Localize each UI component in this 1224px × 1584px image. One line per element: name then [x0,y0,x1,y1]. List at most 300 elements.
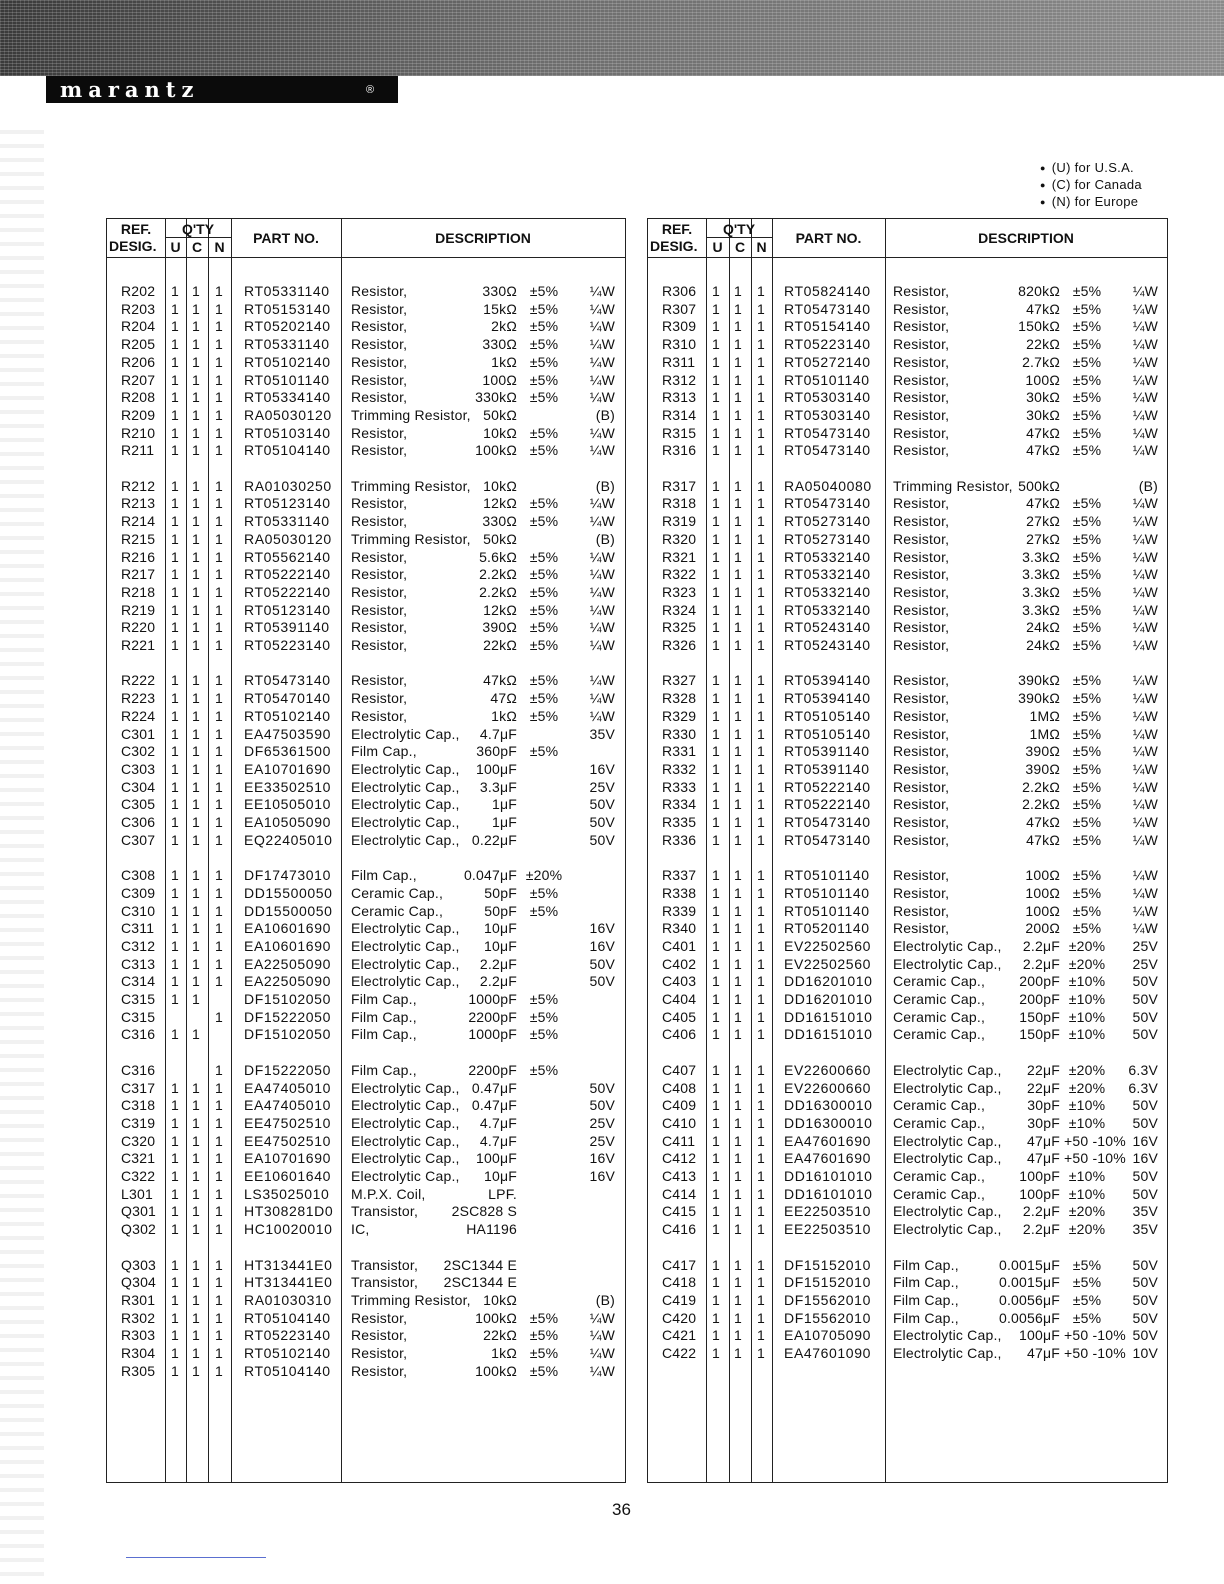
value: 47μF [1027,1345,1060,1361]
part-number: RT05332140 [784,548,871,565]
table-row [107,1097,625,1115]
qty-c: 1 [734,548,742,565]
description: Ceramic Cap., [893,1185,986,1202]
part-number: RT05334140 [244,389,331,406]
table-row [107,1292,625,1310]
value: 4.7μF [479,1132,517,1149]
qty-u: 1 [712,566,720,583]
qty-c: 1 [734,424,742,441]
part-number: DF15222050 [244,1008,331,1025]
rating: ¼W [1132,831,1158,848]
table-row [648,1221,1167,1239]
part-number: RT05101140 [244,371,330,388]
part-number: RA01030310 [244,1291,332,1308]
ref-desig: R208 [121,389,156,406]
description: Electrolytic Cap., [351,814,460,830]
value: 150pF [1019,1008,1060,1025]
part-number: RT05394140 [784,672,871,689]
table-row [107,1221,625,1239]
part-number: RT05154140 [784,318,871,335]
rating: 25V [589,1114,615,1131]
value: 10μF [484,920,517,937]
rating: 16V [1132,1150,1158,1167]
ref-desig: R331 [662,743,697,760]
qty-n: 1 [215,637,223,653]
description: Resistor, [893,548,950,565]
description: Resistor, [893,336,950,353]
qty-u: 1 [712,1114,720,1131]
ref-desig: R222 [121,672,156,689]
part-number: EE10505010 [244,796,331,813]
table-row [648,1168,1167,1186]
tolerance: ±5% [1072,300,1102,317]
value: 10kΩ [483,1291,517,1308]
description: Transistor, [351,1203,419,1220]
qty-c: 1 [192,353,200,370]
part-number: DD16201010 [784,991,873,1007]
part-number: RT05473140 [784,424,871,441]
description: Trimming Resistor, [893,477,1013,494]
rating: ¼W [1132,548,1158,565]
part-number: RT05222140 [784,778,871,795]
legend-text: (C) for Canada [1051,177,1142,192]
qty-u: 1 [171,831,179,848]
rating: ¼W [589,1362,615,1379]
table-row [648,1150,1167,1168]
ref-desig: C317 [121,1079,156,1096]
rating: ¼W [1132,796,1158,813]
value: 2.2μF [1022,955,1060,972]
qty-n: 1 [757,619,765,636]
qty-u: 1 [171,424,179,441]
qty-divider [706,237,772,238]
qty-n: 1 [757,796,765,813]
ref-desig: R339 [662,902,697,919]
part-number: EA47601090 [784,1345,871,1361]
description: Ceramic Cap., [351,902,444,919]
table-row [107,478,625,496]
part-number: RT05202140 [244,318,331,335]
qty-u: 1 [712,991,720,1007]
qty-n: 1 [757,1274,765,1291]
qty-u: 1 [712,530,720,547]
value: 3.3kΩ [1022,566,1060,583]
qty-u: 1 [171,1203,179,1220]
qty-n: 1 [215,1097,223,1114]
rating: ¼W [1132,406,1158,423]
rating: ¼W [589,283,615,299]
legend-text: (U) for U.S.A. [1051,160,1134,175]
qty-c: 1 [192,1256,200,1273]
value: 12kΩ [483,495,517,512]
qty-n: 1 [215,283,223,299]
qty-n: 1 [215,1256,223,1273]
qty-c: 1 [734,1026,742,1043]
table-row [648,1203,1167,1221]
qty-n: 1 [757,955,765,972]
rating: ¼W [589,583,615,600]
qty-n: 1 [757,495,765,512]
part-number: EE47502510 [244,1114,331,1131]
qty-c: 1 [192,1221,200,1238]
tolerance: ±5% [529,1309,559,1326]
table-row [648,1115,1167,1133]
qty-n: 1 [757,442,765,459]
qty-n: 1 [757,583,765,600]
part-number: DD15500050 [244,884,333,901]
ref-desig: C308 [121,867,156,884]
rating: ¼W [1132,283,1158,299]
qty-u: 1 [712,601,720,618]
ref-desig: R305 [121,1362,156,1379]
value: 2.2μF [1022,1203,1060,1220]
qty-c: 1 [734,1291,742,1308]
qty-c: 1 [734,371,742,388]
qty-c: 1 [734,513,742,530]
value: 47kΩ [1026,495,1060,512]
description: Resistor, [351,1362,408,1379]
qty-c: 1 [734,495,742,512]
legend-item-canada [1040,177,1142,194]
table-row [648,832,1167,850]
ref-desig: R316 [662,442,697,459]
rating: 50V [1132,1026,1158,1043]
part-no-header: PART NO. [795,230,862,246]
qty-header: Q'TY [181,221,215,237]
value: 3.3kΩ [1022,601,1060,618]
table-row [107,1115,625,1133]
qty-u: 1 [171,530,179,547]
tolerance: ±5% [529,902,559,919]
qty-n: 1 [757,1203,765,1220]
qty-u: 1 [712,1097,720,1114]
tolerance: ±5% [529,318,559,335]
qty-c: 1 [192,920,200,937]
part-number: RT05473140 [784,831,871,848]
qty-c: 1 [734,725,742,742]
qty-u: 1 [712,477,720,494]
part-number: EV22600660 [784,1079,871,1096]
description: Electrolytic Cap., [893,1345,1002,1361]
description-header: DESCRIPTION [435,230,531,246]
qty-c: 1 [192,601,200,618]
qty-n: 1 [215,1221,223,1238]
footer-rule [126,1557,266,1558]
qty-u: 1 [712,548,720,565]
qty-u: 1 [712,743,720,760]
part-number: EA10505090 [244,814,331,830]
rating: 50V [589,1097,615,1114]
ref-desig: R324 [662,601,697,618]
description: Film Cap., [351,1008,417,1025]
qty-u: 1 [171,973,179,990]
ref-desig: C406 [662,1026,697,1043]
qty-c: 1 [734,743,742,760]
part-number: DD16201010 [784,973,873,990]
bullet-icon: ● [1040,180,1046,190]
description-header: DESCRIPTION [978,230,1074,246]
table-row [107,1080,625,1098]
qty-c: 1 [734,442,742,459]
description: M.P.X. Coil, [351,1185,426,1202]
brand-logo [46,76,398,103]
qty-n: 1 [215,814,223,830]
value: 2.2μF [479,955,517,972]
description: Electrolytic Cap., [351,796,460,813]
table-row [107,690,625,708]
value: 820kΩ [1018,283,1060,299]
ref-desig: C320 [121,1132,156,1149]
value: 10μF [484,937,517,954]
tolerance: ±5% [529,1362,559,1379]
tolerance: ±5% [529,566,559,583]
qty-u: 1 [171,601,179,618]
rating: 16V [1132,1132,1158,1149]
qty-u: 1 [171,1114,179,1131]
qty-u: 1 [171,867,179,884]
tolerance: ±5% [1072,796,1102,813]
qty-n: 1 [215,477,223,494]
description: Trimming Resistor, [351,530,471,547]
qty-c: 1 [192,371,200,388]
value: 1000pF [468,991,517,1007]
value: 100Ω [1025,902,1060,919]
qty-divider [165,237,231,238]
part-number: RT05105140 [784,725,871,742]
ref-desig: C322 [121,1168,156,1184]
tolerance: ±5% [1072,743,1102,760]
qty-c: 1 [734,902,742,919]
qty-n: 1 [757,513,765,530]
description: Film Cap., [351,991,417,1007]
ref-desig: C421 [662,1327,697,1344]
qty-u: 1 [712,1221,720,1238]
tolerance: ±10% [1068,1114,1106,1131]
qty-n: 1 [215,1114,223,1131]
qty-c: 1 [734,1150,742,1167]
table-row [107,1150,625,1168]
qty-c: 1 [192,442,200,459]
part-number: EA10601690 [244,920,331,937]
part-number: EE10601640 [244,1168,331,1184]
part-number: RA05030120 [244,406,332,423]
qty-u: 1 [171,548,179,565]
qty-c: 1 [192,530,200,547]
table-row [107,1257,625,1275]
ref-desig: R337 [662,867,697,884]
part-number: RT05332140 [784,566,871,583]
qty-c: 1 [734,1327,742,1344]
tolerance: ±5% [1072,548,1102,565]
part-number: EA47601690 [784,1150,871,1167]
ref-desig: R202 [121,283,156,299]
value: 390kΩ [1018,690,1060,707]
description: Electrolytic Cap., [893,937,1002,954]
qty-n: 1 [757,477,765,494]
description: Resistor, [351,672,408,689]
qty-n: 1 [215,902,223,919]
value: 15kΩ [483,300,517,317]
ref-desig: R326 [662,637,697,653]
tolerance: ±5% [529,300,559,317]
c-header: C [734,239,746,255]
qty-u: 1 [712,672,720,689]
description: Resistor, [893,725,950,742]
qty-n: 1 [215,1327,223,1344]
table-row [107,1274,625,1292]
qty-u: 1 [712,1132,720,1149]
description: Resistor, [893,884,950,901]
qty-c: 1 [192,1079,200,1096]
parts-table-left [106,218,626,1483]
tolerance: ±5% [1072,495,1102,512]
qty-n: 1 [215,619,223,636]
rating: ¼W [1132,495,1158,512]
table-row [648,513,1167,531]
value: 100Ω [1025,867,1060,884]
part-number: DD16300010 [784,1097,873,1114]
part-number: HT308281D0 [244,1203,334,1220]
table-row [648,1327,1167,1345]
qty-u: 1 [712,973,720,990]
ref-desig: C314 [121,973,156,990]
part-number: DD16101010 [784,1168,873,1184]
description: Ceramic Cap., [893,1026,986,1043]
qty-n: 1 [215,1079,223,1096]
tolerance: ±5% [1072,1291,1102,1308]
qty-n: 1 [215,760,223,777]
description: Electrolytic Cap., [351,725,460,742]
ref-desig: R314 [662,406,697,423]
part-number: EV22502560 [784,937,871,954]
ref-desig: R329 [662,707,697,724]
table-row [107,903,625,921]
ref-desig: Q303 [121,1256,157,1273]
part-number: EE47502510 [244,1132,331,1149]
description: Resistor, [351,495,408,512]
qty-u: 1 [712,1026,720,1043]
part-number: DD15500050 [244,902,333,919]
qty-n: 1 [215,1185,223,1202]
ref-desig: R215 [121,530,156,547]
value: 0.0015μF [998,1274,1060,1291]
qty-n: 1 [215,530,223,547]
qty-n: 1 [757,1150,765,1167]
qty-c: 1 [734,920,742,937]
qty-n: 1 [215,442,223,459]
qty-n: 1 [757,424,765,441]
description: Resistor, [893,424,950,441]
qty-u: 1 [171,991,179,1007]
table-row [107,1186,625,1204]
rating: (B) [595,406,615,423]
value: 47kΩ [1026,442,1060,459]
qty-c: 1 [192,1362,200,1379]
description: Resistor, [893,760,950,777]
part-number: EA10705090 [784,1327,871,1344]
ref-desig: C403 [662,973,697,990]
qty-c: 1 [192,831,200,848]
value: LPF. [488,1185,517,1202]
value: 390Ω [1025,743,1060,760]
description: Electrolytic Cap., [893,1327,1002,1344]
value: 1MΩ [1029,707,1060,724]
table-row [107,938,625,956]
qty-u: 1 [712,513,720,530]
part-number: RT05104140 [244,1309,331,1326]
description: Ceramic Cap., [893,973,986,990]
part-number: RT05102140 [244,1345,331,1361]
value: 1MΩ [1029,725,1060,742]
value: 47kΩ [1026,424,1060,441]
table-row [107,672,625,690]
qty-c: 1 [192,937,200,954]
ref-desig: R204 [121,318,156,335]
table-row [107,372,625,390]
ref-desig: C315 [121,1008,156,1025]
tolerance: ±10% [1068,991,1106,1007]
qty-c: 1 [734,566,742,583]
qty-u: 1 [712,336,720,353]
rating: ¼W [589,672,615,689]
part-number: DF15562010 [784,1309,871,1326]
value: 390Ω [482,619,517,636]
tolerance: ±5% [529,707,559,724]
tolerance: ±5% [529,1008,559,1025]
tolerance: ±5% [1072,1274,1102,1291]
description: Ceramic Cap., [351,884,444,901]
qty-c: 1 [192,1203,200,1220]
rating: ¼W [589,442,615,459]
ref-desig: R303 [121,1327,156,1344]
description: Resistor, [351,513,408,530]
tolerance: ±5% [1072,760,1102,777]
qty-n: 1 [215,513,223,530]
ref-desig: R336 [662,831,697,848]
qty-c: 1 [192,1291,200,1308]
description: Electrolytic Cap., [351,937,460,954]
value: 500kΩ [1018,477,1060,494]
qty-u: 1 [171,1221,179,1238]
table-row [648,336,1167,354]
ref-desig: R211 [121,442,155,459]
rating: ¼W [1132,902,1158,919]
rating: 25V [589,778,615,795]
qty-c: 1 [192,778,200,795]
qty-c: 1 [192,300,200,317]
rating: 50V [1132,1097,1158,1114]
rating: 6.3V [1128,1079,1158,1096]
ref-desig: C401 [662,937,697,954]
table-row [648,425,1167,443]
table-row [107,867,625,885]
ref-desig: R323 [662,583,697,600]
part-number: EV22600660 [784,1061,871,1078]
value: 1μF [491,814,517,830]
qty-n: 1 [215,548,223,565]
qty-u: 1 [712,283,720,299]
description: Trimming Resistor, [351,406,471,423]
qty-c: 1 [734,601,742,618]
part-number: EA47405010 [244,1079,331,1096]
table-row [648,301,1167,319]
qty-c: 1 [734,1185,742,1202]
qty-n: 1 [757,1008,765,1025]
part-number: DD16151010 [784,1026,873,1043]
rating: (B) [1138,477,1158,494]
qty-u: 1 [171,1168,179,1184]
value: 10μF [484,1168,517,1184]
